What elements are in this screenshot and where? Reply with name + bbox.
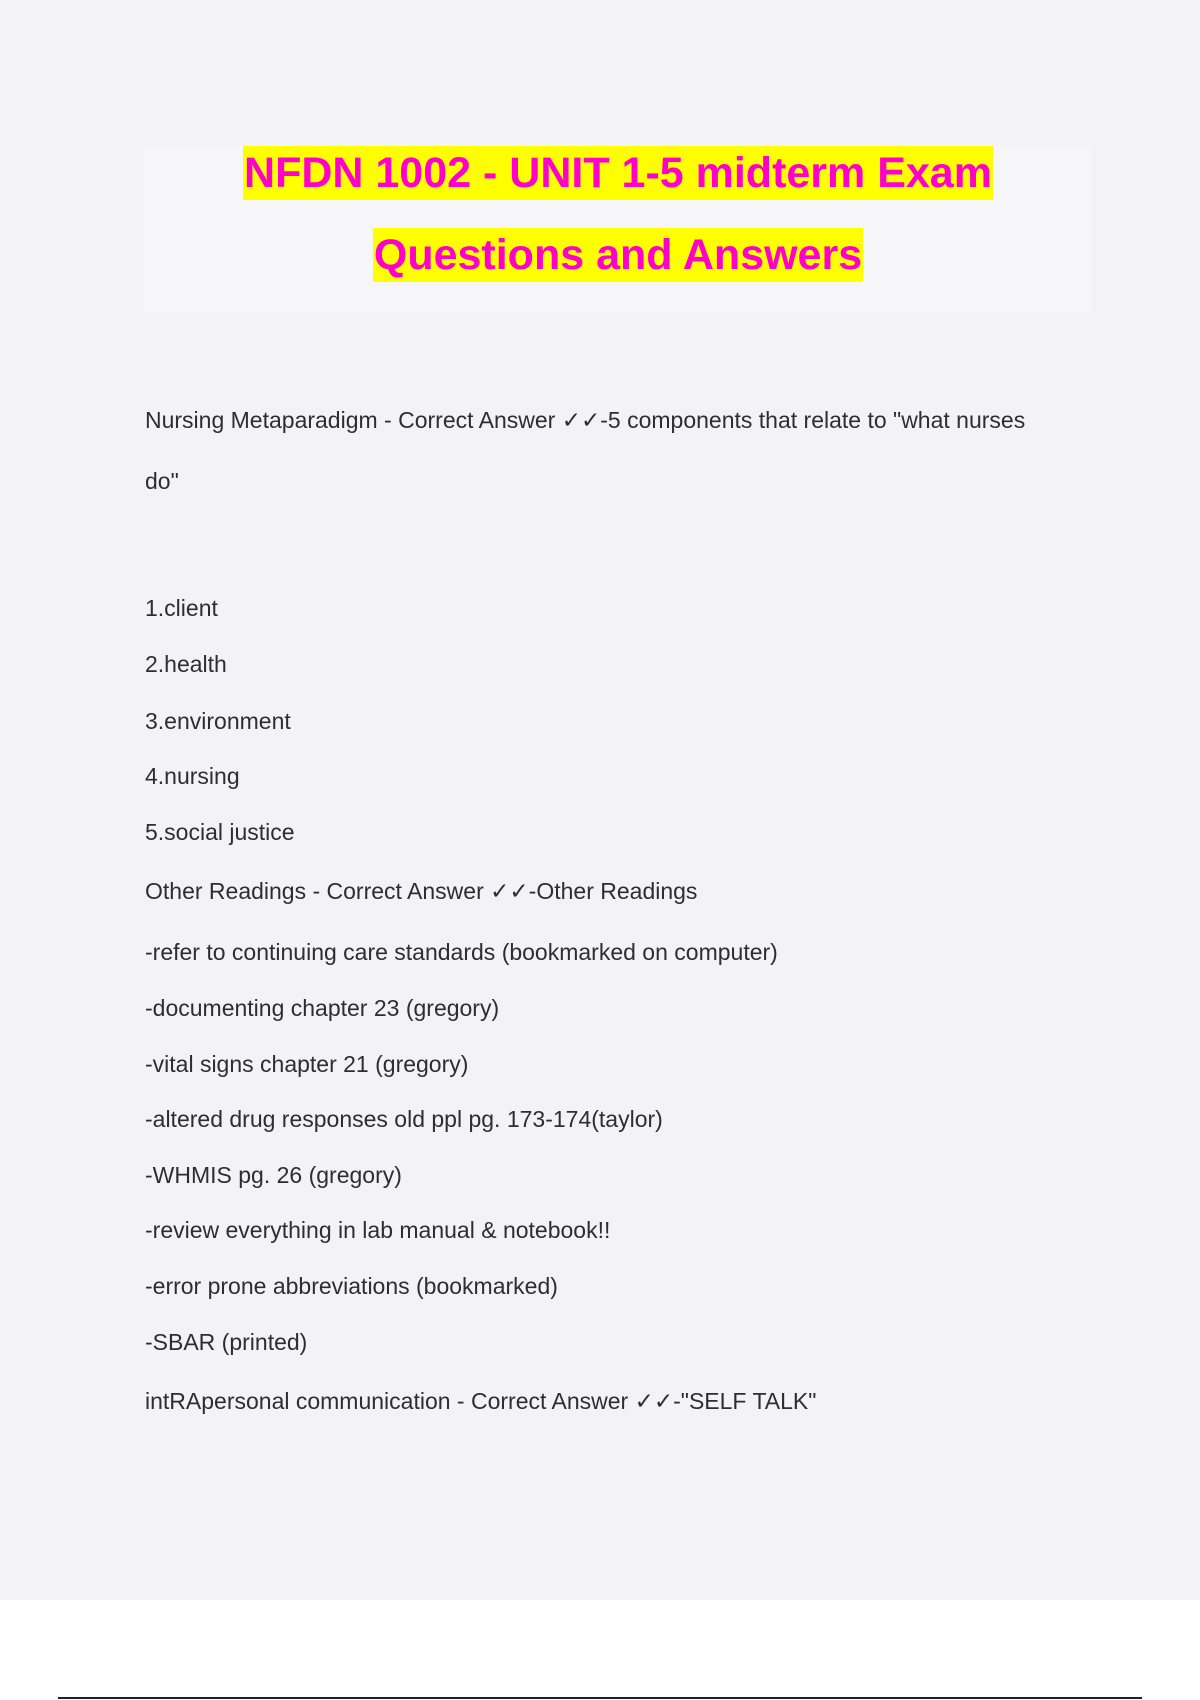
list-item: 3.environment bbox=[145, 708, 291, 734]
question-nursing-metaparadigm: Nursing Metaparadigm - Correct Answer ✓✓-5 components that relate to "what nurses bbox=[145, 407, 1026, 433]
list-item: 2.health bbox=[145, 651, 227, 677]
footer-divider bbox=[58, 1697, 1142, 1699]
list-item: -documenting chapter 23 (gregory) bbox=[145, 995, 500, 1021]
page-title-line-2: Questions and Answers bbox=[373, 228, 863, 282]
page-title-line-1: NFDN 1002 - UNIT 1-5 midterm Exam bbox=[243, 146, 993, 200]
list-item: -altered drug responses old ppl pg. 173-174(taylor) bbox=[145, 1106, 663, 1132]
list-item: -WHMIS pg. 26 (gregory) bbox=[145, 1162, 402, 1188]
title-box bbox=[144, 146, 1092, 312]
list-item: 1.client bbox=[145, 595, 218, 621]
question-nursing-metaparadigm-cont: do" bbox=[145, 468, 179, 494]
list-item: -vital signs chapter 21 (gregory) bbox=[145, 1051, 469, 1077]
list-item: -error prone abbreviations (bookmarked) bbox=[145, 1273, 558, 1299]
list-item: 4.nursing bbox=[145, 763, 240, 789]
list-item: -SBAR (printed) bbox=[145, 1329, 308, 1355]
question-other-readings: Other Readings - Correct Answer ✓✓-Other Readings bbox=[145, 878, 698, 904]
list-item: 5.social justice bbox=[145, 819, 295, 845]
list-item: -review everything in lab manual & notebook!! bbox=[145, 1217, 611, 1243]
list-item: -refer to continuing care standards (bookmarked on computer) bbox=[145, 939, 778, 965]
question-intrapersonal-communication: intRApersonal communication - Correct Answer ✓✓-"SELF TALK" bbox=[145, 1388, 817, 1414]
